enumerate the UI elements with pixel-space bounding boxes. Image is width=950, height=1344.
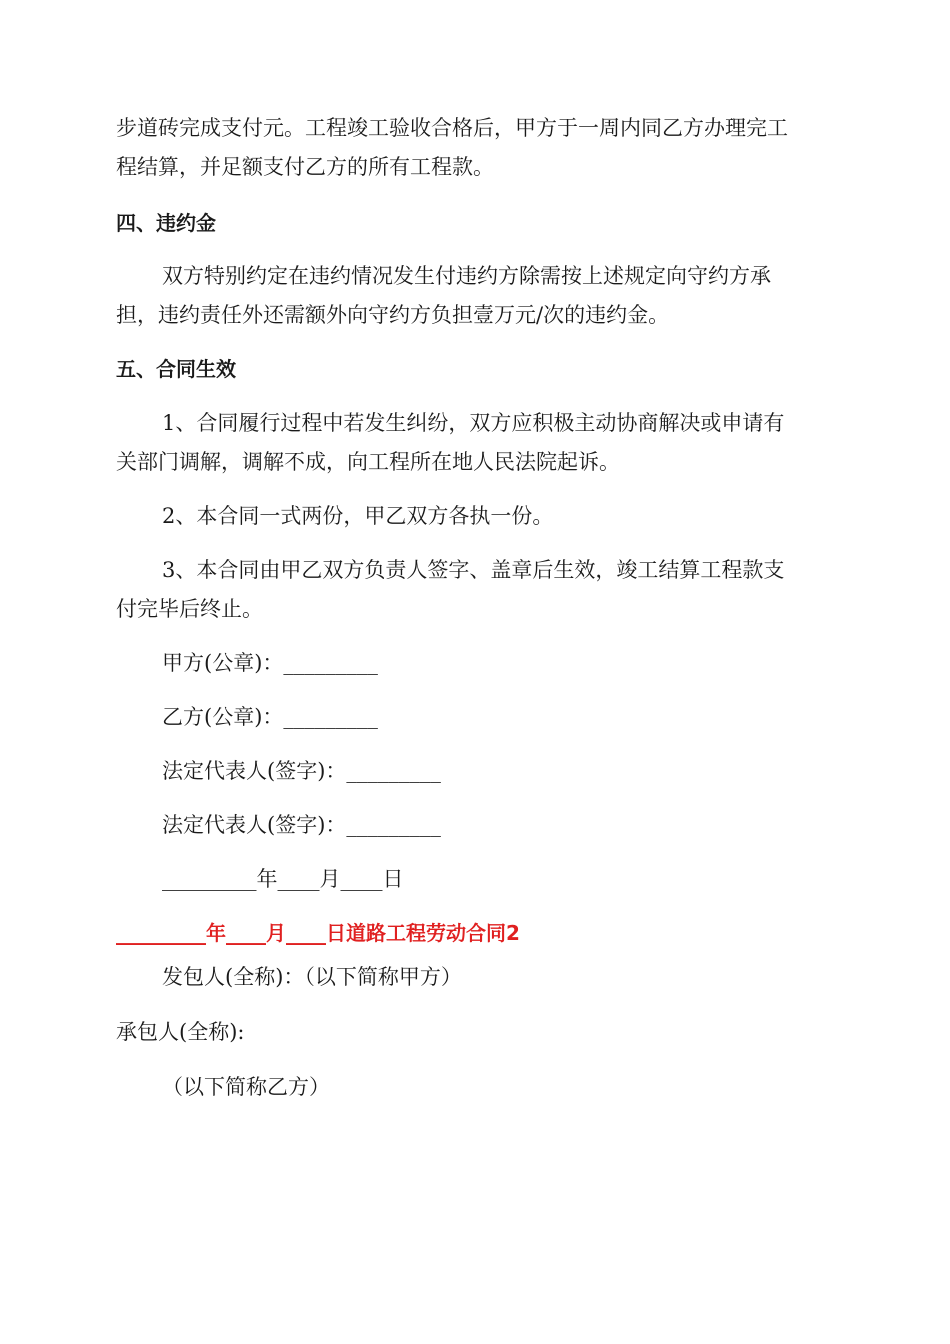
signature-line-legal-rep: 法定代表人(签字)：_________ xyxy=(162,813,441,837)
paragraph-line: 2、本合同一式两份，甲乙双方各执一份。 xyxy=(162,504,554,528)
paragraph-line: 步道砖完成支付元。工程竣工验收合格后，甲方于一周内同乙方办理完工 xyxy=(116,116,788,140)
section-heading: 四、违约金 xyxy=(116,211,216,235)
paragraph-line: 3、本合同由甲乙双方负责人签字、盖章后生效，竣工结算工程款支 xyxy=(162,558,785,582)
paragraph-line: 程结算，并足额支付乙方的所有工程款。 xyxy=(116,155,494,179)
paragraph-line: 关部门调解，调解不成，向工程所在地人民法院起诉。 xyxy=(116,450,620,474)
section-heading: 五、合同生效 xyxy=(116,357,236,381)
signature-line-party-b: 乙方(公章)：_________ xyxy=(162,705,378,729)
date-line: _________年____月____日 xyxy=(162,867,404,891)
paragraph-line: 发包人(全称)：（以下简称甲方） xyxy=(162,965,462,989)
paragraph-line: 承包人(全称): xyxy=(116,1020,245,1044)
paragraph-line: 担，违约责任外还需额外向守约方负担壹万元/次的违约金。 xyxy=(116,303,670,327)
paragraph-line: （以下简称乙方） xyxy=(162,1075,330,1099)
paragraph-line: 付完毕后终止。 xyxy=(116,597,263,621)
contract-title: _________年____月____日道路工程劳动合同2 xyxy=(116,921,520,945)
paragraph-line: 1、合同履行过程中若发生纠纷，双方应积极主动协商解决或申请有 xyxy=(162,411,785,435)
signature-line-legal-rep: 法定代表人(签字)：_________ xyxy=(162,759,441,783)
paragraph-line: 双方特别约定在违约情况发生付违约方除需按上述规定向守约方承 xyxy=(162,264,771,288)
signature-line-party-a: 甲方(公章)：_________ xyxy=(162,651,378,675)
